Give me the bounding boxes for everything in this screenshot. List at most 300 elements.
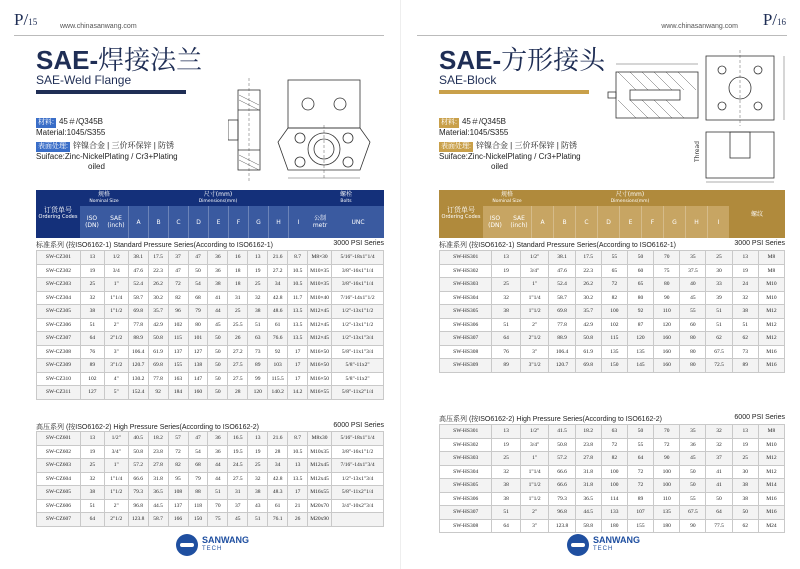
title-cjk: 焊接法兰 <box>98 45 203 75</box>
table-cell: 25 <box>80 278 104 292</box>
header-nominal <box>80 190 128 206</box>
table-cell: 28 <box>228 386 248 400</box>
table-cell: M8 <box>758 425 784 439</box>
table-cell: 32 <box>732 291 758 305</box>
table-cell: 3/4" <box>520 438 549 452</box>
header-col-g: G <box>248 206 268 238</box>
thread-label: Thread <box>694 141 701 162</box>
header-col-i: I <box>288 206 308 238</box>
table-cell: 80 <box>680 332 706 346</box>
header-col-f: F <box>641 206 663 238</box>
table-cell: 110 <box>654 492 680 506</box>
header-nominal-cn: 规格 <box>500 191 513 198</box>
table-cell: 1"1/2 <box>104 486 128 500</box>
table-row <box>440 438 785 452</box>
table-cell: 13.5 <box>288 318 308 332</box>
table-cell: 80 <box>188 318 208 332</box>
header-nominal <box>483 190 531 206</box>
table-cell: 38 <box>492 492 521 506</box>
table-cell: 18.2 <box>575 425 601 439</box>
table-cell: 72 <box>168 445 188 459</box>
table-cell: M20x70 <box>308 499 332 513</box>
table-cell: 1/2"-13x1"1/2 <box>332 305 384 319</box>
table-cell: 51 <box>248 318 268 332</box>
table-cell: 61 <box>268 318 288 332</box>
table-cell: 135 <box>627 345 653 359</box>
header-order <box>439 190 483 238</box>
table-cell: 17 <box>288 372 308 386</box>
table-cell: 37.5 <box>680 264 706 278</box>
table-cell: M16 <box>758 345 784 359</box>
table-cell: 42.9 <box>148 318 168 332</box>
table-cell: 37 <box>228 499 248 513</box>
table-cell: 13 <box>492 251 521 265</box>
table-cell: 166 <box>168 513 188 527</box>
order-code-cell: SW-CZ304 <box>37 291 81 305</box>
high-table <box>439 424 785 533</box>
table-cell: 120 <box>248 386 268 400</box>
table-cell: 8.7 <box>288 251 308 265</box>
table-row <box>37 359 384 373</box>
table-cell: 32 <box>80 472 104 486</box>
table-cell: 24.5 <box>228 459 248 473</box>
table-cell: 50 <box>208 345 228 359</box>
table-cell: 13.5 <box>288 305 308 319</box>
std-psi-label: 3000 PSI Series <box>333 240 384 247</box>
table-cell: 52.4 <box>549 278 575 292</box>
table-row <box>440 425 785 439</box>
page-subtitle: SAE-Block <box>439 73 497 87</box>
page-title <box>36 40 202 77</box>
table-cell: 31.8 <box>575 465 601 479</box>
table-cell: 82 <box>168 459 188 473</box>
logo-sub: TECH <box>593 546 614 552</box>
table-cell: 155 <box>627 519 653 533</box>
table-cell: 25 <box>248 278 268 292</box>
table-cell: 38 <box>732 305 758 319</box>
table-cell: 5/8"-11x1"3/4 <box>332 345 384 359</box>
table-row <box>440 305 785 319</box>
table-cell: M14 <box>758 479 784 493</box>
company-logo <box>176 534 249 556</box>
header-col-d: D <box>597 206 619 238</box>
table-cell: M16x55 <box>308 486 332 500</box>
table-cell: 22.3 <box>575 264 601 278</box>
table-cell: 137 <box>168 499 188 513</box>
table-cell: 17.5 <box>148 251 168 265</box>
table-cell: 76 <box>492 345 521 359</box>
table-cell: 51 <box>248 513 268 527</box>
table-row <box>37 318 384 332</box>
table-cell: 3/8"-16x1"1/4 <box>332 278 384 292</box>
table-cell: 30 <box>732 465 758 479</box>
table-cell: 32 <box>492 465 521 479</box>
table-cell: 44 <box>208 472 228 486</box>
table-cell: 72.5 <box>706 359 732 373</box>
table-cell: 70 <box>208 499 228 513</box>
table-cell: 21 <box>288 499 308 513</box>
table-cell: 44 <box>208 459 228 473</box>
table-row <box>37 372 384 386</box>
table-cell: 51 <box>706 305 732 319</box>
high-series-text: 高压系列 (按ISO6162-2) High Pressure Series(According to ISO6162-2) <box>36 424 259 431</box>
table-row <box>37 278 384 292</box>
table-header <box>36 190 384 238</box>
table-cell: 62 <box>706 332 732 346</box>
header-divider <box>14 35 384 36</box>
order-code-cell: SW-HS306 <box>440 318 492 332</box>
table-cell: M16 <box>758 359 784 373</box>
table-cell: M10×40 <box>308 291 332 305</box>
table-row <box>440 318 785 332</box>
table-row <box>37 305 384 319</box>
header-dims-cn: 尺寸(mm) <box>615 191 645 198</box>
table-cell: M10x35 <box>308 445 332 459</box>
table-row <box>37 345 384 359</box>
header-dims-cn: 尺寸(mm) <box>203 191 233 198</box>
table-cell: 30.2 <box>148 291 168 305</box>
table-cell: 25 <box>732 452 758 466</box>
order-code-cell: SW-HS303 <box>440 452 492 466</box>
header-iso-label: ISO <box>86 215 98 222</box>
table-cell: 1"1/2 <box>520 305 549 319</box>
table-cell: M8 <box>758 251 784 265</box>
table-row <box>440 291 785 305</box>
table-cell: 38 <box>492 479 521 493</box>
std-series-label <box>36 240 384 250</box>
table-row <box>440 465 785 479</box>
table-cell: 38 <box>248 305 268 319</box>
high-table <box>36 431 384 527</box>
table-cell: 22.3 <box>148 264 168 278</box>
table-cell: 50 <box>208 359 228 373</box>
surface-value: 锌镍合金 | 三价环保锌 | 防锈 <box>72 141 174 150</box>
table-cell: 1/2" <box>520 425 549 439</box>
high-psi-label: 6000 PSI Series <box>333 422 384 429</box>
order-code-cell: SW-CZ301 <box>37 251 81 265</box>
table-cell: 38 <box>80 486 104 500</box>
header-col-b: B <box>148 206 168 238</box>
order-code-cell: SW-HS308 <box>440 345 492 359</box>
table-cell: 50 <box>706 492 732 506</box>
table-cell: M16 <box>758 506 784 520</box>
table-cell: 115 <box>168 332 188 346</box>
table-cell: 52.4 <box>128 278 148 292</box>
surface-en-2: oiled <box>491 162 508 171</box>
table-cell: 103 <box>268 359 288 373</box>
header-metric-en: metr <box>312 222 328 229</box>
table-cell: 19 <box>248 264 268 278</box>
order-code-cell: SW-HS301 <box>440 251 492 265</box>
table-cell: 1"1/4 <box>104 291 128 305</box>
order-code-cell: SW-CZ601 <box>37 432 81 446</box>
table-cell: 118 <box>188 499 208 513</box>
table-cell: 2"1/2 <box>104 332 128 346</box>
table-cell: 120 <box>627 332 653 346</box>
site-url: www.chinasanwang.com <box>60 23 137 30</box>
table-cell: 41 <box>706 479 732 493</box>
table-cell: 120.7 <box>549 359 575 373</box>
table-cell: 50.8 <box>575 332 601 346</box>
table-cell: 2" <box>520 318 549 332</box>
table-cell: 69.8 <box>148 359 168 373</box>
table-cell: 51 <box>732 318 758 332</box>
header-metric <box>308 206 332 238</box>
table-cell: 77.5 <box>706 519 732 533</box>
table-cell: 115.5 <box>268 372 288 386</box>
header-order-en: Ordering Codes <box>441 214 481 220</box>
table-cell: 152.4 <box>128 386 148 400</box>
table-cell: 55 <box>680 305 706 319</box>
table-cell: 36.5 <box>575 492 601 506</box>
table-cell: 19 <box>732 264 758 278</box>
table-cell: 17 <box>288 486 308 500</box>
table-cell: 100 <box>601 305 627 319</box>
header-dims <box>128 190 308 206</box>
logo-name: SANWANG <box>593 535 640 545</box>
table-cell: 50 <box>680 465 706 479</box>
table-cell: 96.8 <box>549 506 575 520</box>
header-sae-label: SAE <box>110 215 122 222</box>
table-cell: 13 <box>732 425 758 439</box>
table-cell: 140.2 <box>268 386 288 400</box>
header-iso-unit: (DN) <box>488 222 502 229</box>
order-code-cell: SW-HS304 <box>440 291 492 305</box>
table-cell: 25.5 <box>228 318 248 332</box>
header-col-a: A <box>531 206 553 238</box>
table-cell: 64 <box>627 452 653 466</box>
table-cell: 77.8 <box>128 318 148 332</box>
table-cell: 90 <box>654 452 680 466</box>
table-cell: 35.7 <box>575 305 601 319</box>
table-cell: 51 <box>208 486 228 500</box>
table-cell: 17 <box>288 359 308 373</box>
table-cell: 36.5 <box>148 486 168 500</box>
table-cell: 1/2 <box>104 251 128 265</box>
table-cell: 2" <box>104 499 128 513</box>
table-cell: 33 <box>706 278 732 292</box>
table-cell: 90 <box>680 519 706 533</box>
table-cell: 64 <box>492 519 521 533</box>
table-cell: 87 <box>627 318 653 332</box>
table-cell: 40 <box>680 278 706 292</box>
table-cell: 41 <box>706 465 732 479</box>
order-code-cell: SW-HS307 <box>440 506 492 520</box>
table-cell: 102 <box>601 318 627 332</box>
table-cell: 138 <box>188 359 208 373</box>
table-cell: 5/8"-11x2"1/4 <box>332 386 384 400</box>
table-cell: 35 <box>680 425 706 439</box>
table-row <box>440 332 785 346</box>
table-row <box>37 499 384 513</box>
table-cell: 40.5 <box>128 432 148 446</box>
table-cell: 89 <box>80 359 104 373</box>
table-cell: 25 <box>248 459 268 473</box>
table-cell: 27.5 <box>228 472 248 486</box>
table-cell: 76.1 <box>268 513 288 527</box>
table-row <box>37 486 384 500</box>
table-cell: 102 <box>168 318 188 332</box>
header-bolts-cn: 螺栓 <box>339 191 352 198</box>
header-sae-label: SAE <box>513 215 525 222</box>
table-cell: 19 <box>732 438 758 452</box>
table-cell: 137 <box>168 345 188 359</box>
table-cell: 147 <box>188 372 208 386</box>
table-cell: 45 <box>228 513 248 527</box>
header-col-c: C <box>575 206 597 238</box>
table-cell: 1"1/4 <box>104 472 128 486</box>
table-cell: M16×50 <box>308 359 332 373</box>
table-cell: 50 <box>208 332 228 346</box>
table-cell: 75 <box>654 264 680 278</box>
table-cell: 55 <box>601 251 627 265</box>
order-code-cell: SW-CZ602 <box>37 445 81 459</box>
table-cell: 38 <box>732 492 758 506</box>
table-cell: 130.2 <box>128 372 148 386</box>
order-code-cell: SW-HS309 <box>440 359 492 373</box>
table-cell: 26.2 <box>575 278 601 292</box>
table-cell: 44.5 <box>575 506 601 520</box>
header-col-a: A <box>128 206 148 238</box>
table-cell: M10 <box>758 291 784 305</box>
table-cell: 100 <box>654 465 680 479</box>
table-cell: 62 <box>732 332 758 346</box>
header-thread: 螺纹 <box>750 210 763 218</box>
table-cell: 47 <box>168 264 188 278</box>
table-cell: 79.3 <box>549 492 575 506</box>
table-cell: 80 <box>680 359 706 373</box>
table-cell: 106.4 <box>549 345 575 359</box>
table-cell: 39 <box>706 291 732 305</box>
order-code-cell: SW-CZ607 <box>37 513 81 527</box>
table-cell: 11.7 <box>288 291 308 305</box>
table-cell: 50 <box>732 506 758 520</box>
order-code-cell: SW-CZ306 <box>37 318 81 332</box>
header-dims <box>531 190 729 206</box>
table-cell: 100 <box>601 479 627 493</box>
header-order-cn: 订货单号 <box>44 206 72 214</box>
header-metric-cn: 公制 <box>313 215 326 222</box>
table-cell: 44 <box>208 305 228 319</box>
table-cell: 47.6 <box>128 264 148 278</box>
order-code-cell: SW-CZ603 <box>37 459 81 473</box>
table-cell: 38 <box>492 305 521 319</box>
table-cell: 38 <box>80 305 104 319</box>
table-cell: 32 <box>248 472 268 486</box>
table-cell: 55 <box>680 492 706 506</box>
table-row <box>440 492 785 506</box>
table-cell: 16 <box>228 251 248 265</box>
table-cell: 72 <box>601 438 627 452</box>
header-nominal-en: Nominal Size <box>89 199 119 204</box>
header-order-cn: 订货单号 <box>447 206 475 214</box>
table-row <box>440 359 785 373</box>
header-divider <box>417 35 787 36</box>
surface-value: 锌镍合金 | 三价环保锌 | 防锈 <box>475 141 577 150</box>
table-cell: 70 <box>654 251 680 265</box>
table-cell: 61.9 <box>575 345 601 359</box>
table-cell: 69.8 <box>549 305 575 319</box>
table-cell: 58.7 <box>128 291 148 305</box>
table-cell: 61 <box>268 499 288 513</box>
table-cell: 36 <box>208 264 228 278</box>
order-code-cell: SW-CZ309 <box>37 359 81 373</box>
table-cell: 108 <box>168 486 188 500</box>
order-code-cell: SW-CZ307 <box>37 332 81 346</box>
table-cell: M10 <box>758 278 784 292</box>
table-cell: 79 <box>188 472 208 486</box>
page-number: P/15 <box>14 10 38 29</box>
table-cell: 3"1/2 <box>104 359 128 373</box>
table-cell: 5" <box>104 386 128 400</box>
table-row <box>37 386 384 400</box>
order-code-cell: SW-HS301 <box>440 425 492 439</box>
table-cell: 163 <box>168 372 188 386</box>
table-cell: 10.5 <box>288 278 308 292</box>
table-cell: 3/4"-10x2"3/4 <box>332 499 384 513</box>
header-iso-label: ISO <box>489 215 501 222</box>
table-cell: 3" <box>520 519 549 533</box>
table-cell: 106.4 <box>128 345 148 359</box>
table-cell: 3" <box>104 345 128 359</box>
table-cell: 160 <box>654 332 680 346</box>
table-cell: 72 <box>627 479 653 493</box>
title-latin: SAE- <box>36 45 99 75</box>
table-cell: 55 <box>627 438 653 452</box>
table-row <box>440 519 785 533</box>
order-code-cell: SW-HS306 <box>440 492 492 506</box>
table-cell: 25 <box>228 305 248 319</box>
header-col-i: I <box>707 206 729 238</box>
table-cell: M12 <box>758 318 784 332</box>
table-cell: M16×50 <box>308 372 332 386</box>
table-cell: M12×45 <box>308 332 332 346</box>
header-iso-unit: (DN) <box>85 222 99 229</box>
table-cell: 36 <box>208 445 228 459</box>
table-cell: 30.2 <box>575 291 601 305</box>
table-cell: 13 <box>80 432 104 446</box>
table-cell: M8 <box>758 264 784 278</box>
table-cell: 48.3 <box>268 486 288 500</box>
table-cell: 72 <box>654 438 680 452</box>
table-cell: M12×45 <box>308 305 332 319</box>
table-row <box>440 345 785 359</box>
table-cell: 115 <box>601 332 627 346</box>
table-cell: 107 <box>627 506 653 520</box>
order-code-cell: SW-CZ310 <box>37 372 81 386</box>
table-cell: 54 <box>188 278 208 292</box>
table-cell: 92 <box>627 305 653 319</box>
table-cell: 50.8 <box>128 445 148 459</box>
table-cell: 96 <box>168 305 188 319</box>
table-cell: 80 <box>680 345 706 359</box>
table-cell: 47 <box>188 432 208 446</box>
table-cell: 155 <box>168 359 188 373</box>
table-cell: 123.8 <box>549 519 575 533</box>
table-cell: 114 <box>601 492 627 506</box>
table-cell: 19 <box>248 445 268 459</box>
table-cell: M16×50 <box>308 345 332 359</box>
table-cell: M12×45 <box>308 318 332 332</box>
table-cell: 34 <box>268 459 288 473</box>
order-code-cell: SW-HS302 <box>440 264 492 278</box>
table-cell: 127 <box>188 345 208 359</box>
table-cell: 32 <box>706 425 732 439</box>
std-series-label <box>439 240 785 250</box>
table-cell: 7/16"-14x1"1/2 <box>332 291 384 305</box>
table-cell: 37 <box>168 251 188 265</box>
table-cell: 90 <box>654 291 680 305</box>
